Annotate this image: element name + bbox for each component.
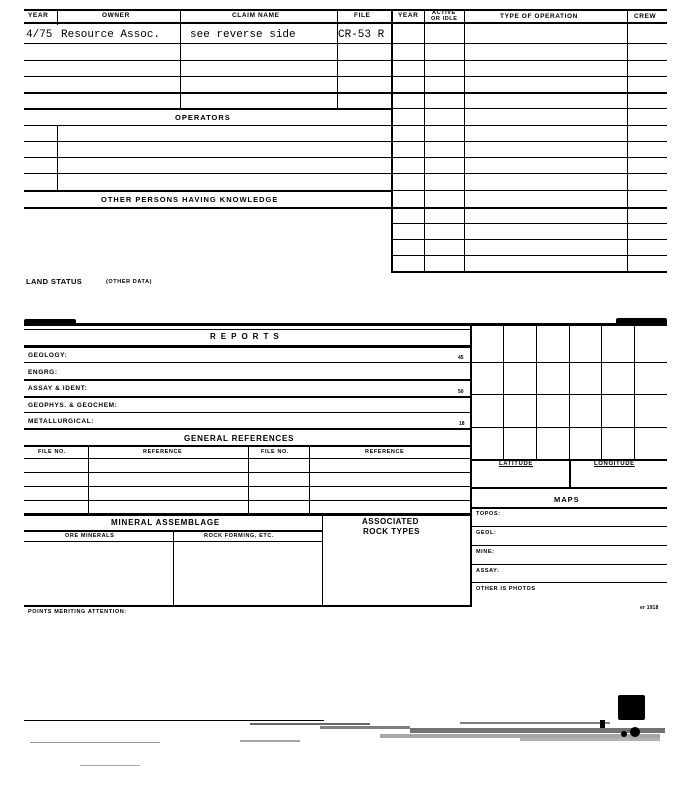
rule — [471, 507, 667, 509]
latitude-label: LATITUDE — [499, 461, 534, 467]
maps-heading: MAPS — [554, 495, 580, 504]
year-header: YEAR — [28, 12, 49, 19]
assay-label: ASSAY & IDENT: — [28, 385, 88, 392]
grid-line — [601, 326, 602, 460]
file-no-header-2: FILE NO. — [261, 449, 290, 455]
assay-map-label: ASSAY: — [476, 568, 500, 574]
entry-date: 4/75 — [26, 29, 53, 41]
geophys-label: GEOPHYS. & GEOCHEM: — [28, 402, 118, 409]
mine-label: MINE: — [476, 549, 495, 555]
crew-header: CREW — [634, 13, 657, 20]
rule — [471, 564, 667, 565]
other-photos-label: OTHER IS PHOTOS — [476, 586, 536, 592]
rule — [569, 460, 571, 488]
rule — [471, 545, 667, 546]
geology-label: GEOLOGY: — [28, 352, 68, 359]
associated-heading-2: ROCK TYPES — [363, 527, 421, 536]
year-header-right: YEAR — [398, 12, 419, 19]
engrg-label: ENGRG: — [28, 369, 58, 376]
mineral-assemblage-heading: MINERAL ASSEMBLAGE — [111, 518, 221, 527]
general-references-heading: GENERAL REFERENCES — [184, 434, 295, 443]
grid-line — [471, 427, 667, 428]
idle-header: OR IDLE — [431, 16, 458, 22]
operators-heading: OPERATORS — [175, 113, 231, 122]
other-persons-heading: OTHER PERSONS HAVING KNOWLEDGE — [101, 195, 279, 204]
grid-line — [471, 394, 667, 395]
report-num-2: 50 — [458, 389, 464, 395]
grid-line — [503, 326, 504, 460]
rule — [471, 582, 667, 583]
scan-noise — [0, 690, 678, 800]
land-status-sub: (OTHER DATA) — [106, 279, 153, 285]
report-num-1: 45 — [458, 355, 464, 361]
report-num-3: 18 — [459, 421, 465, 427]
rule — [471, 487, 667, 489]
file-no-header-1: FILE NO. — [38, 449, 67, 455]
metallurgical-label: METALLURGICAL: — [28, 418, 95, 425]
associated-heading-1: ASSOCIATED — [362, 517, 419, 526]
rule — [471, 526, 667, 527]
file-header: FILE — [354, 12, 371, 19]
owner-header: OWNER — [102, 12, 130, 19]
longitude-label: LONGITUDE — [594, 461, 635, 467]
grid-line — [536, 326, 537, 460]
scan-artifacts — [0, 690, 678, 800]
reference-header-2: REFERENCE — [365, 449, 405, 455]
rock-forming-header: ROCK FORMING, ETC. — [204, 533, 275, 539]
reports-heading: REPORTS — [210, 332, 284, 341]
active-header: ACTIVE — [432, 10, 456, 16]
land-status-label: LAND STATUS — [26, 277, 83, 286]
grid-line — [471, 362, 667, 363]
reference-header-1: REFERENCE — [143, 449, 183, 455]
form-number: er 1918 — [640, 605, 659, 611]
entry-claim: see reverse side — [190, 29, 296, 41]
type-of-operation-header: TYPE OF OPERATION — [500, 13, 578, 20]
claim-name-header: CLAIM NAME — [232, 12, 280, 19]
grid-line — [569, 326, 570, 460]
topos-label: TOPOS: — [476, 511, 501, 517]
entry-owner: Resource Assoc. — [61, 29, 161, 41]
points-meriting-label: POINTS MERITING ATTENTION: — [28, 609, 127, 615]
ore-minerals-header: ORE MINERALS — [65, 533, 115, 539]
grid-line — [634, 326, 635, 460]
entry-file: CR-53 R — [338, 29, 385, 41]
geol-label: GEOL: — [476, 530, 497, 536]
